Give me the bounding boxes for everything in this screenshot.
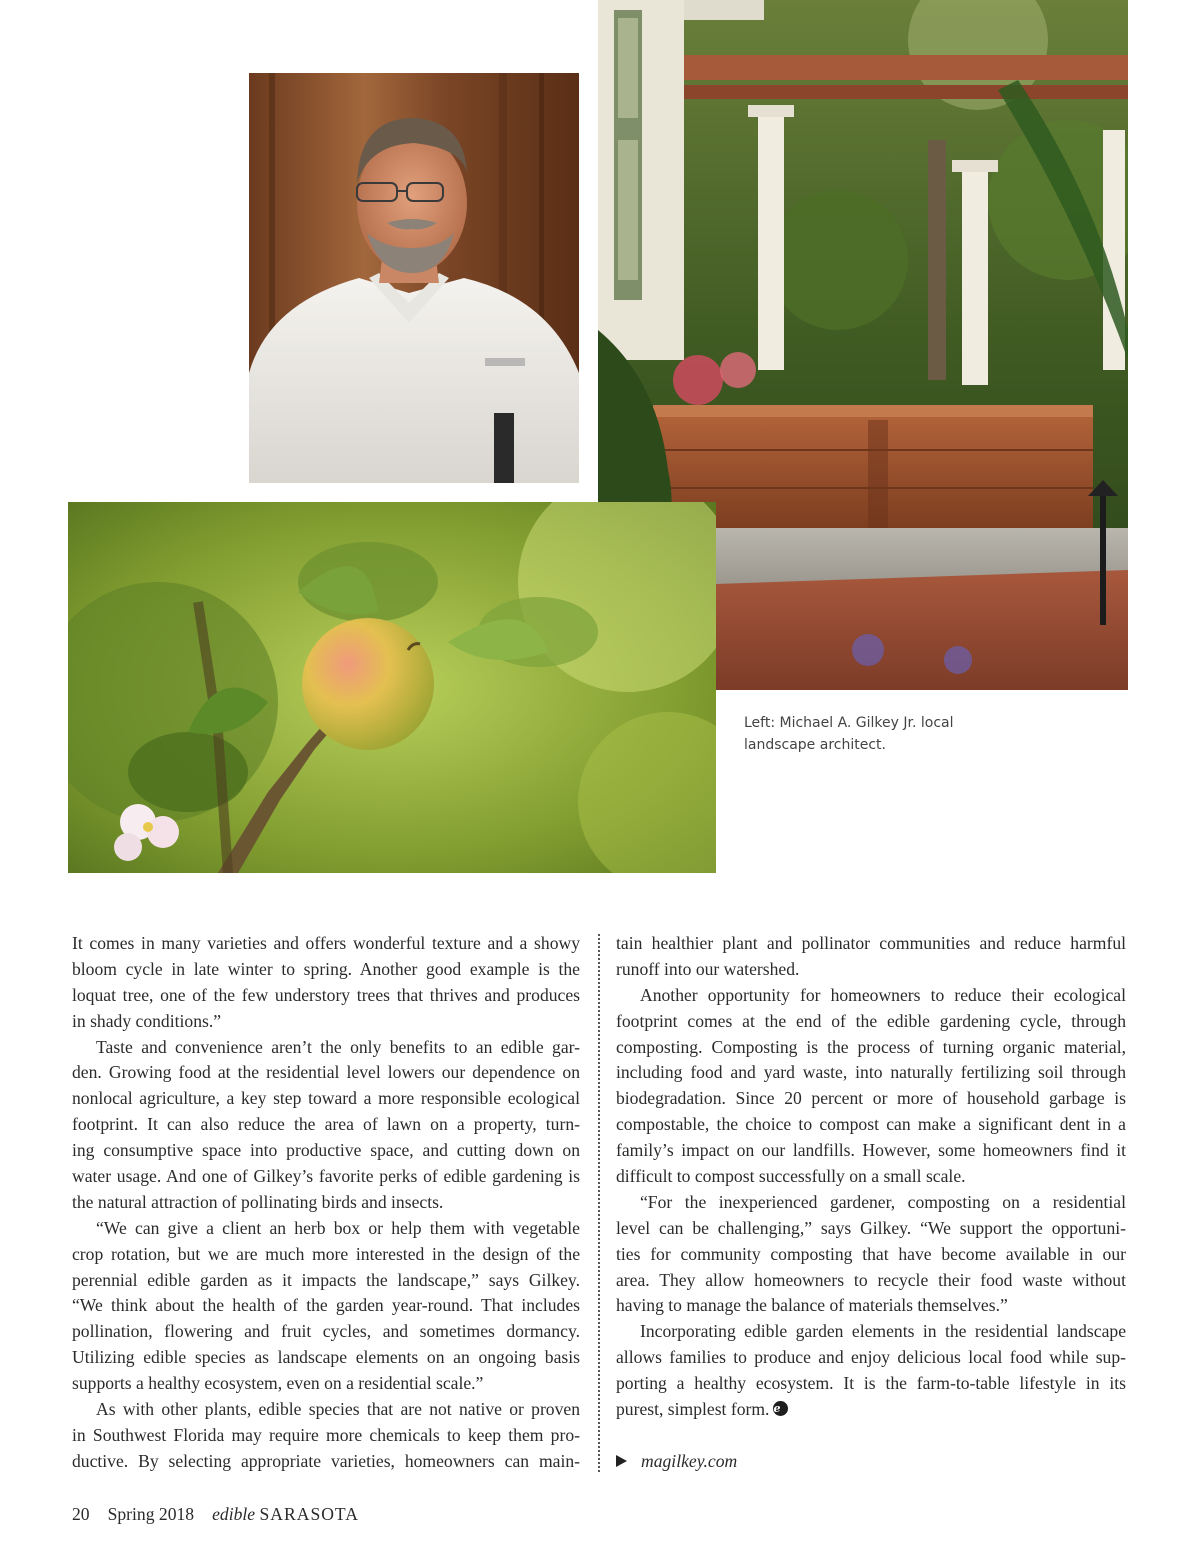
article-column-right: [616, 931, 1126, 1423]
body-line: compostable, the choice to compost can make a significant dent in a: [616, 1114, 1126, 1135]
body-line: pollination, flowering and fruit cycles, and sometimes dormancy.: [72, 1321, 580, 1342]
body-line-text: purest, simplest form.: [616, 1399, 770, 1420]
body-line: runoff into our watershed.: [616, 958, 800, 979]
body-line: supports a healthy ecosystem, even on a residential scale.”: [72, 1373, 484, 1394]
body-line: biodegradation. Since 20 percent or more of household garbage is: [616, 1088, 1126, 1109]
body-line: “For the inexperienced gardener, composting on a residential: [640, 1191, 1126, 1212]
photo-caption: [744, 712, 974, 756]
body-line: Another opportunity for homeowners to reduce their ecological: [640, 984, 1126, 1005]
body-line: family’s impact on our landfills. However, some homeowners find it: [616, 1140, 1126, 1161]
body-line: tain healthier plant and pollinator communities and reduce harmful: [616, 933, 1126, 953]
body-line: Incorporating edible garden elements in the residential landscape: [640, 1321, 1126, 1342]
body-line: “We think about the health of the garden year-round. That includes: [72, 1295, 580, 1316]
portrait-photo: [249, 73, 579, 483]
website-link[interactable]: magilkey.com: [641, 1451, 738, 1471]
apple-photo: [68, 502, 716, 873]
body-line: “We can give a client an herb box or help them with vegetable: [96, 1217, 580, 1238]
edible-end-mark-icon: e: [773, 1401, 788, 1416]
body-line: having to manage the balance of materials themselves.”: [616, 1295, 1008, 1316]
body-line: water usage. And one of Gilkey’s favorite perks of edible gardening is: [72, 1166, 580, 1187]
issue-label: Spring 2018: [107, 1504, 195, 1524]
body-line: loquat tree, one of the few understory trees that thrives and produces: [72, 984, 580, 1005]
page-number: 20: [72, 1504, 90, 1524]
body-line: in shady conditions.”: [72, 1010, 222, 1031]
body-line: footprint. It can also reduce the area of lawn on a property, turn-: [72, 1114, 580, 1135]
website-link-row[interactable]: [616, 1448, 737, 1474]
body-line: area. They allow homeowners to recycle their food waste without: [616, 1269, 1126, 1290]
body-line: footprint comes at the end of the edible gardening cycle, through: [616, 1010, 1126, 1031]
body-line: Utilizing edible species as landscape elements on an ongoing basis: [72, 1347, 580, 1368]
body-line: difficult to compost successfully on a small scale.: [616, 1166, 966, 1187]
body-line: the natural attraction of pollinating birds and insects.: [72, 1191, 444, 1212]
column-divider: [598, 934, 600, 1472]
page-footer: [72, 1502, 359, 1526]
brand-edible: edible: [212, 1504, 256, 1524]
body-line: bloom cycle in late winter to spring. Another good example is the: [72, 958, 580, 979]
body-line: As with other plants, edible species that are not native or proven: [96, 1399, 580, 1420]
brand-sarasota: SARASOTA: [259, 1504, 359, 1524]
body-line: It comes in many varieties and offers wonderful texture and a showy: [72, 933, 580, 953]
body-line-final: [616, 1397, 1126, 1423]
caption-line: landscape architect.: [744, 737, 886, 753]
body-line: den. Growing food at the residential level lowers our dependence on: [72, 1062, 580, 1083]
body-line: level can be challenging,” says Gilkey. “We support the opportuni-: [616, 1217, 1126, 1238]
body-line: perennial edible garden as it impacts the landscape,” says Gilkey.: [72, 1269, 580, 1290]
article-column-left: [72, 931, 580, 1475]
body-line: crop rotation, but we are much more interested in the design of the: [72, 1243, 580, 1264]
body-line: in Southwest Florida may require more chemicals to keep them pro-: [72, 1424, 580, 1445]
body-line: ing consumptive space into productive space, and cutting down on: [72, 1140, 580, 1161]
body-line: composting. Composting is the process of turning organic material,: [616, 1036, 1126, 1057]
body-line: Taste and convenience aren’t the only benefits to an edible gar-: [96, 1036, 580, 1057]
body-line: ductive. By selecting appropriate varieties, homeowners can main-: [72, 1450, 580, 1471]
body-line: including food and yard waste, into naturally fertilizing soil through: [616, 1062, 1126, 1083]
caption-line: Left: Michael A. Gilkey Jr. local: [744, 715, 954, 731]
body-line: porting a healthy ecosystem. It is the farm-to-table lifestyle in its: [616, 1373, 1126, 1394]
play-arrow-icon: [616, 1455, 627, 1467]
body-line: ties for community composting that have become available in our: [616, 1243, 1126, 1264]
body-line: allows families to produce and enjoy delicious local food while sup-: [616, 1347, 1126, 1368]
body-line: nonlocal agriculture, a key step toward a more responsible ecological: [72, 1088, 580, 1109]
